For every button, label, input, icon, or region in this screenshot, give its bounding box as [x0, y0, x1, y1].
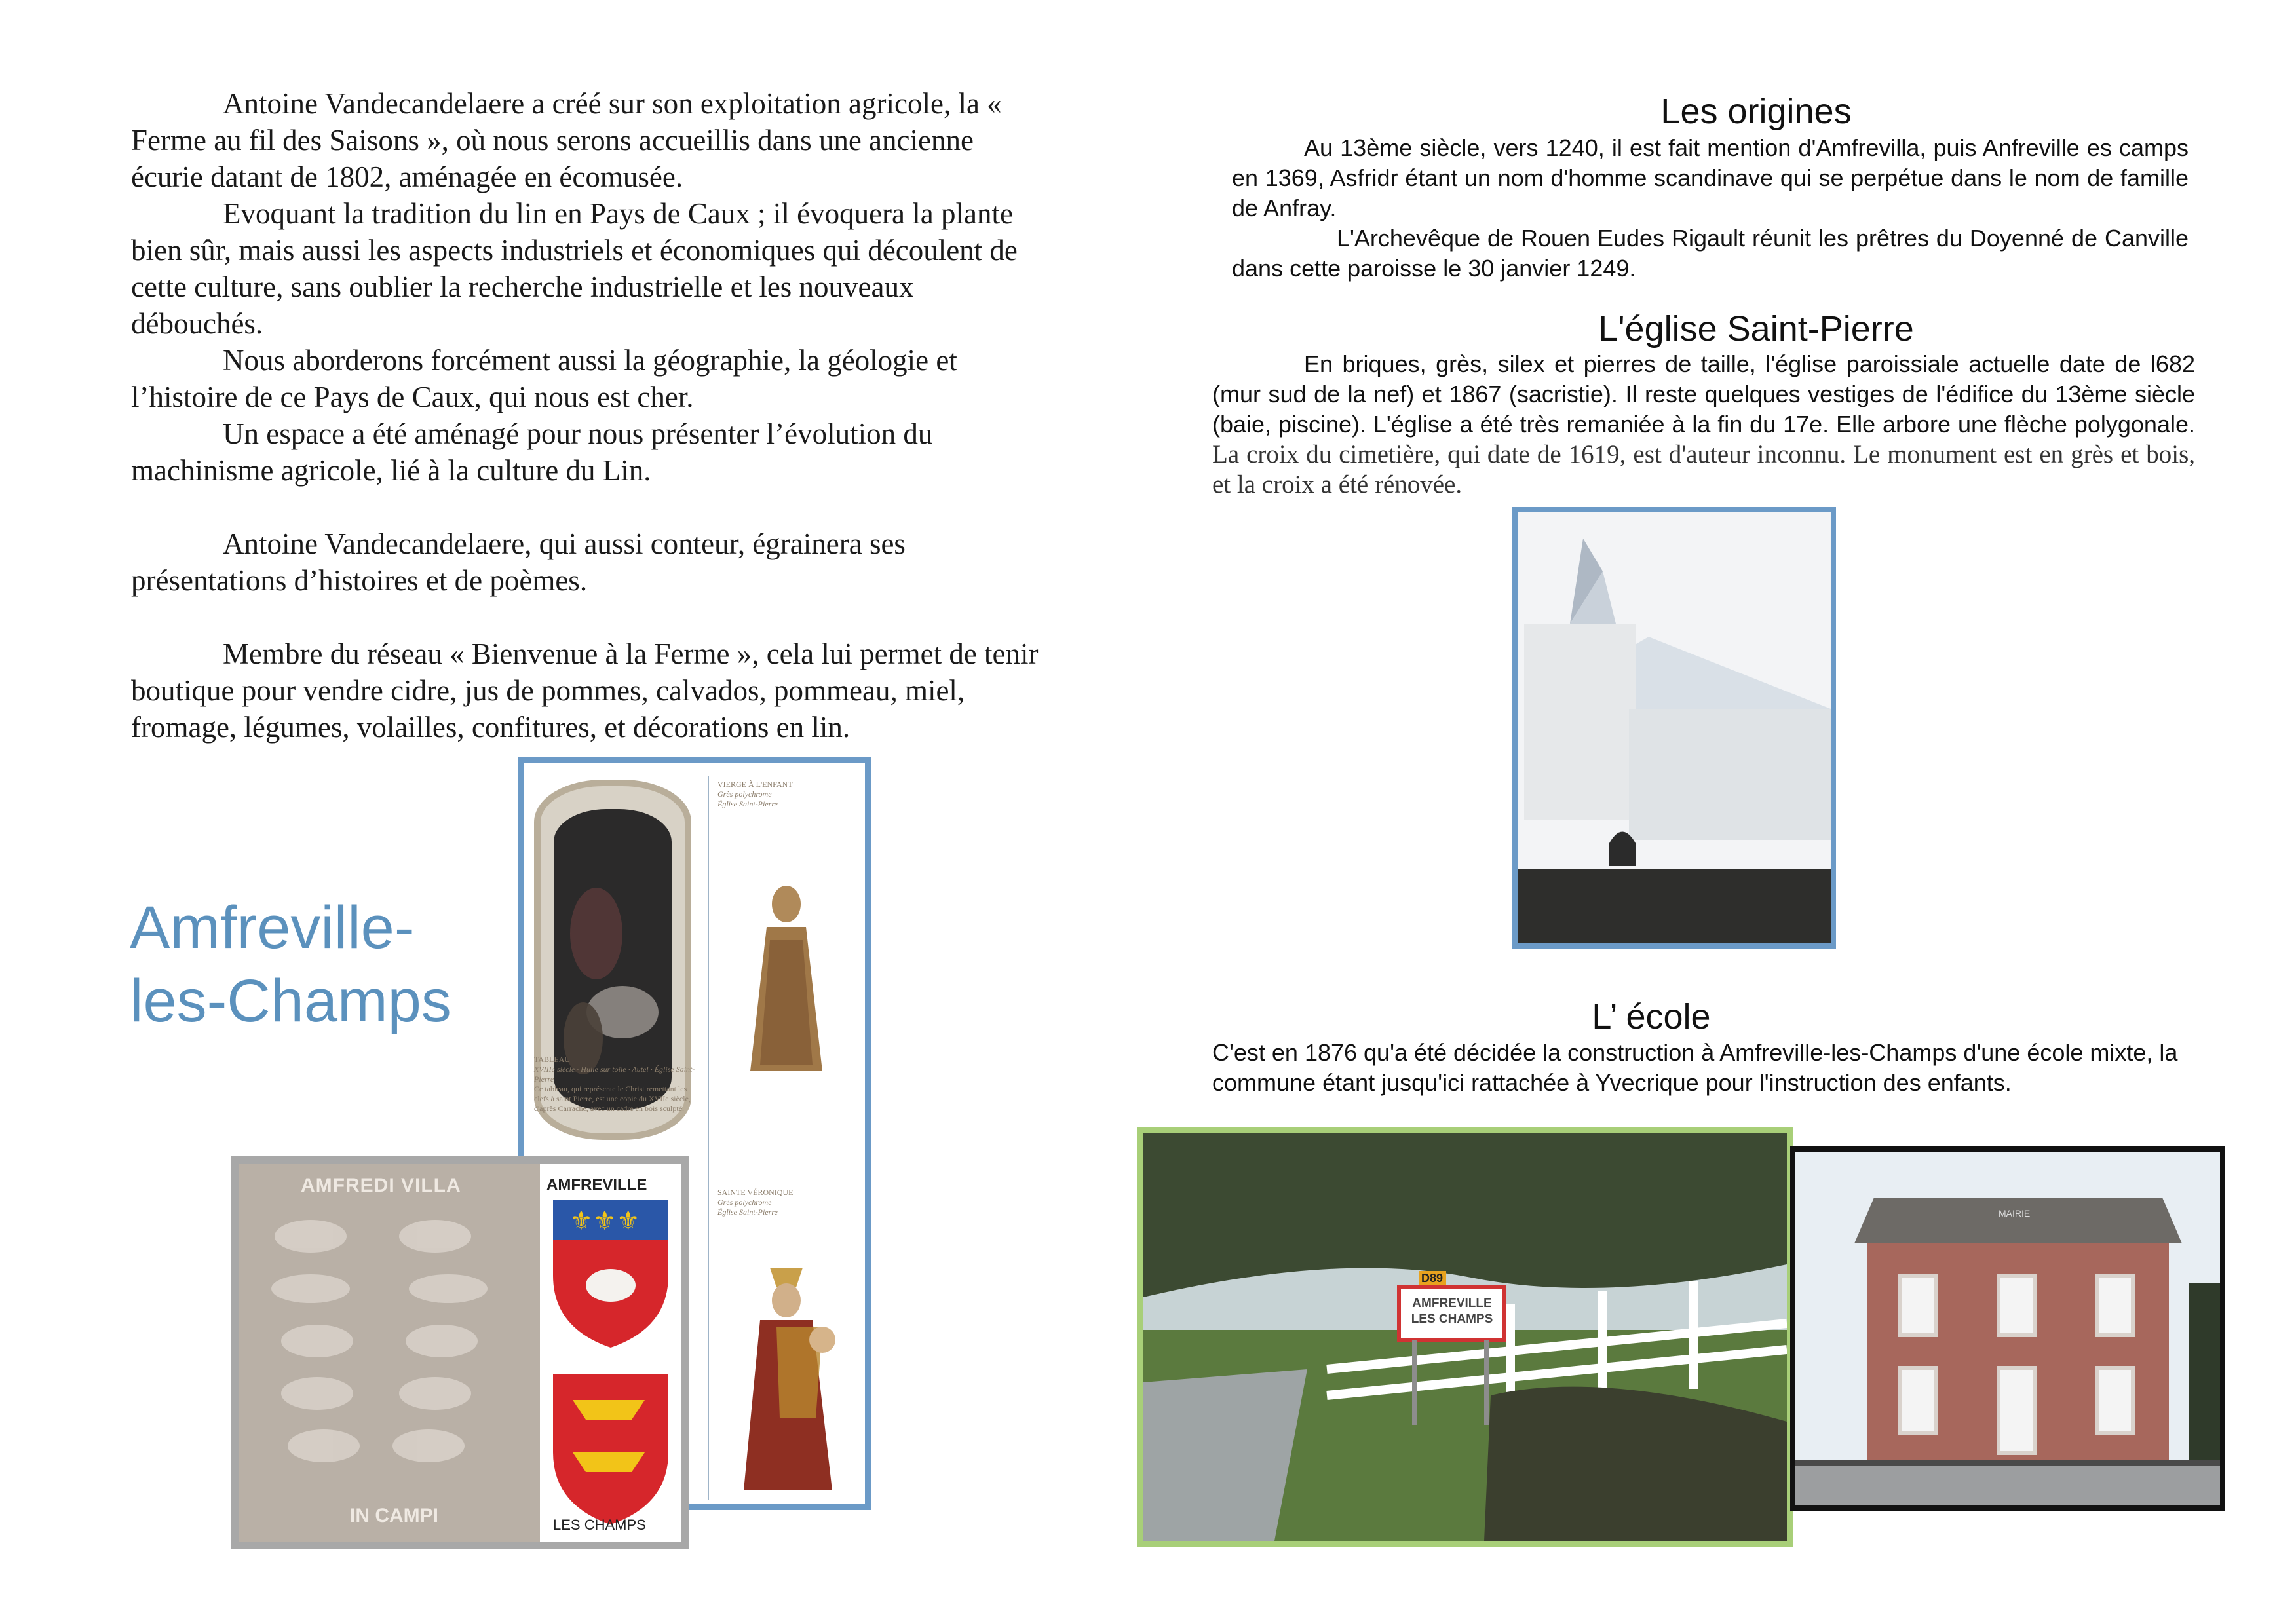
hedge-bush	[1484, 1387, 1787, 1541]
village-sign-line1: AMFREVILLE	[1412, 1297, 1492, 1310]
village-sign-text	[1404, 1296, 1501, 1327]
caption-vierge-title: VIERGE À L'ENFANT	[718, 780, 793, 789]
school-photo	[1790, 1146, 2225, 1511]
village-sign-photo	[1137, 1127, 1793, 1547]
caption-vierge-material: Grès polychrome	[718, 789, 772, 799]
shield-bottom-label: LES CHAMPS	[553, 1517, 646, 1533]
section-body-ecole: C'est en 1876 qu'a été décidée la construction à Amfreville-les-Champs d'une école mixte, la commune étant jusqu'ici rattachée à Yvecrique pour l'instruction des enfants.	[1212, 1039, 2178, 1096]
schoolyard	[1795, 1460, 2220, 1505]
intro-paragraph-geography: Nous aborderons forcément aussi la géographie, la géologie et l’histoire de ce Pays de Caux, qui nous est cher.	[131, 344, 957, 413]
caption-vierge	[718, 780, 855, 809]
caption-veronique-title: SAINTE VÉRONIQUE	[718, 1188, 794, 1197]
school-roof	[1854, 1198, 2182, 1243]
church-illustration	[1518, 512, 1831, 943]
eglise-text-main: En briques, grès, silex et pierres de taille, l'église paroissiale actuelle date de l682 (mur sud de la nef) et 1867 (sacristie). Il reste quelques vestiges de l'édifice du 13ème siècle (baie, piscine). L'église a été très remaniée à la fin du 17e. Elle arbore une flèche polygonale.	[1212, 350, 2195, 438]
origines-paragraph-2: L'Archevêque de Rouen Eudes Rigault réunit les prêtres du Doyenné de Canville dans cette paroisse le 30 janvier 1249.	[1232, 225, 2189, 282]
seal-top-text: AMFREDI VILLA	[301, 1175, 461, 1196]
intro-paragraph-shop: Membre du réseau « Bienvenue à la Ferme », cela lui permet de tenir boutique pour vendre cidre, jus de pommes, calvados, pommeau, miel, fromage, légumes, volailles, confitures, et décorations en lin.	[131, 637, 1039, 744]
church-photo	[1512, 507, 1836, 949]
intro-paragraph-farm: Antoine Vandecandelaere a créé sur son exploitation agricole, la « Ferme au fil des Saisons », où nous serons accueillis dans une ancienne écurie datant de 1802, aménagée en écomusée.	[131, 87, 1002, 193]
section-title-ecole: L’ école	[1592, 997, 1711, 1036]
town-title	[130, 891, 497, 1038]
caption-veronique	[718, 1188, 855, 1217]
intro-paragraph-storyteller: Antoine Vandecandelaere, qui aussi conteur, égrainera ses présentations d’histoires et de poèmes.	[131, 527, 906, 597]
hedge	[1518, 869, 1831, 943]
tree	[2189, 1283, 2220, 1460]
caption-tableau-title: TABLEAU	[534, 1055, 571, 1064]
svg-text:⚜⚜⚜: ⚜⚜⚜	[569, 1206, 640, 1236]
caption-vierge-location: Église Saint-Pierre	[718, 799, 778, 808]
town-title-line2: les-Champs	[130, 968, 451, 1034]
trees	[1143, 1133, 1787, 1297]
statue-vierge-head	[772, 886, 801, 922]
statue-veronique-head	[772, 1283, 801, 1317]
school-illustration	[1795, 1152, 2220, 1505]
caption-veronique-location: Église Saint-Pierre	[718, 1207, 778, 1217]
caption-tableau	[534, 1055, 698, 1114]
shield-top-label: AMFREVILLE	[546, 1176, 647, 1194]
caption-veronique-material: Grès polychrome	[718, 1198, 772, 1207]
school-sign-text: MAIRIE	[1999, 1208, 2031, 1219]
section-title-origines: Les origines	[1660, 92, 1852, 131]
town-title-line1: Amfreville-	[130, 894, 415, 961]
road-number: D89	[1421, 1272, 1444, 1285]
origines-paragraph-1: Au 13ème siècle, vers 1240, il est fait mention d'Amfrevilla, puis Anfreville es camps en 1369, Asfridr étant un nom d'homme scandinave qui se perpétue dans le nom de famille de Anfray.	[1232, 134, 2189, 221]
caption-tableau-details: XVIIIe siècle · Huile sur toile · Autel · Église Saint-Pierre	[534, 1065, 695, 1084]
section-body-eglise	[1212, 349, 2195, 500]
seal-background	[239, 1164, 540, 1542]
intro-paragraph-lin: Evoquant la tradition du lin en Pays de Caux ; il évoquera la plante bien sûr, mais aussi les aspects industriels et économiques qui découlent de cette culture, sans oublier la recherche industrielle et les nouveaux débouchés.	[131, 197, 1018, 340]
coat-of-arms-photo	[231, 1156, 689, 1549]
church-facade	[1524, 624, 1636, 820]
eglise-text-cross: La croix du cimetière, qui date de 1619, est d'auteur inconnu. Le monument est en grès et bois, et la croix a été rénovée.	[1212, 440, 2195, 499]
section-title-eglise: L'église Saint-Pierre	[1598, 309, 1914, 349]
village-sign-illustration	[1143, 1133, 1787, 1541]
caption-tableau-text: Ce tableau, qui représente le Christ remettant les clefs à saint Pierre, est une copie du XVIIe siècle, d'après Carrache, avec un cadre en bois sculpté.	[534, 1084, 691, 1113]
intro-paragraph-machinery: Un espace a été aménagé pour nous présenter l’évolution du machinisme agricole, lié à la culture du Lin.	[131, 417, 933, 487]
arms-illustration	[239, 1164, 681, 1542]
village-sign-line2: LES CHAMPS	[1411, 1312, 1493, 1326]
section-body-origines	[1232, 133, 2189, 284]
intro-text-block	[131, 85, 1048, 746]
seal-bottom-text: IN CAMPI	[350, 1505, 438, 1526]
